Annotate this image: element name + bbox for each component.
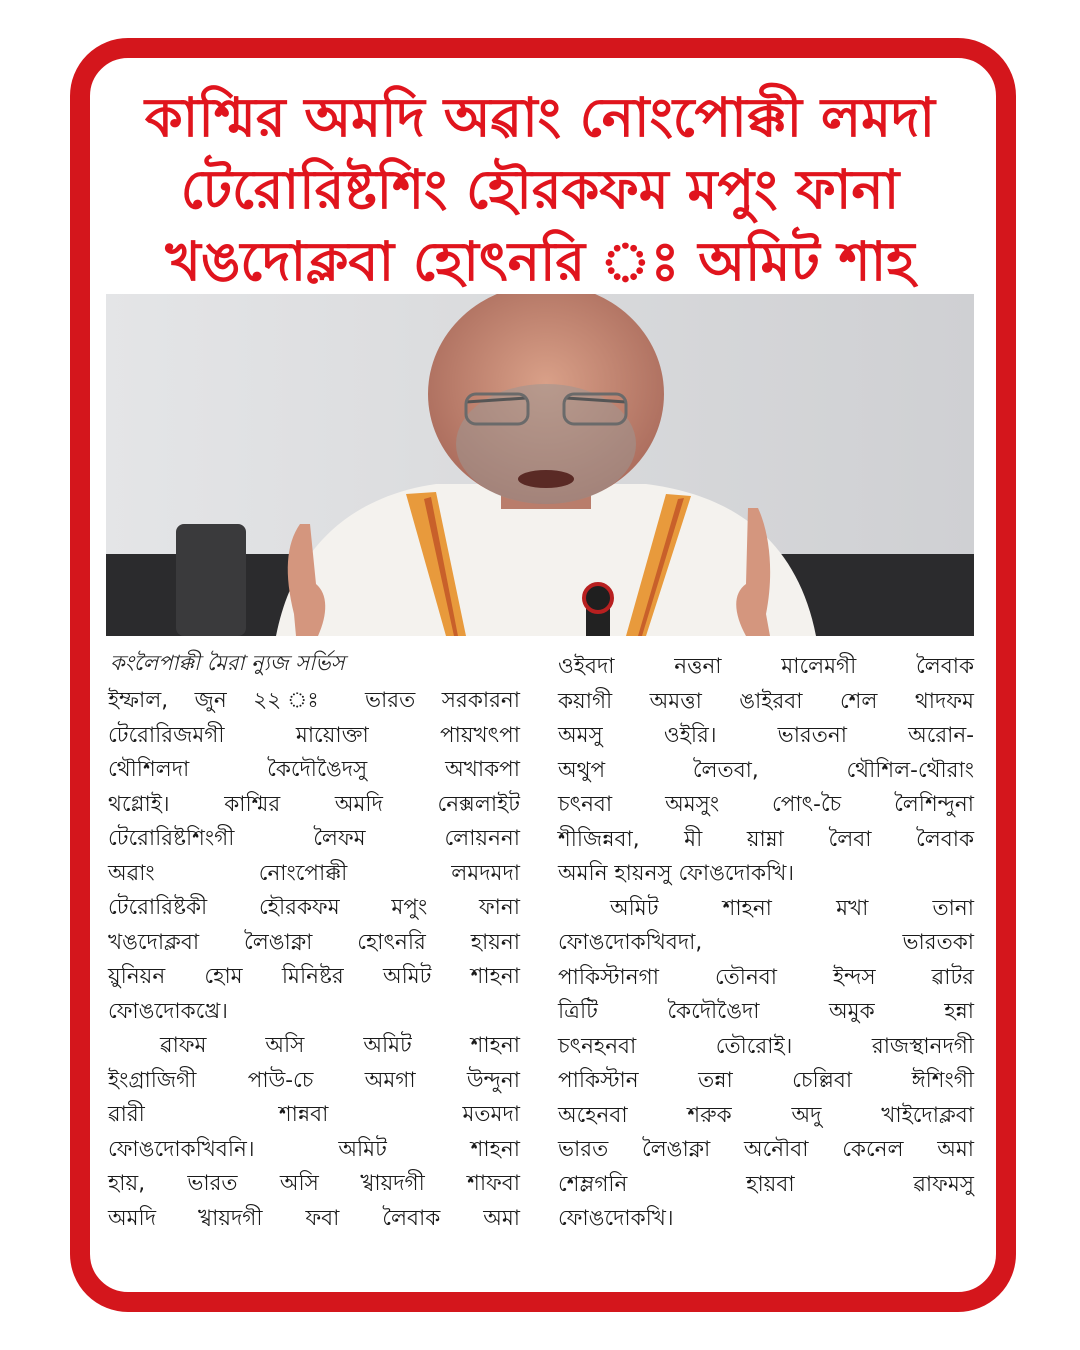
column-line: কয়াগী অমত্তা ঙাইরবা শেল থাদফম xyxy=(558,688,974,714)
byline: কংলৈপাক্কী মৈরা ন্যুজ সর্ভিস xyxy=(110,651,345,675)
column-line: ৱারী শান্নবা মতমদা xyxy=(108,1102,520,1127)
column-line: ইংগ্রাজিগী পাউ-চে অমগা উন্দুনা xyxy=(108,1067,520,1093)
column-line: ৱাফম অসি অমিট শাহনা xyxy=(160,1033,520,1058)
article-column-1 xyxy=(108,684,520,1236)
column-line: পাকিস্টানগা তৌনবা ইন্দস ৱাটর xyxy=(558,964,974,990)
column-line: অমিট শাহনা মখা তানা xyxy=(610,895,974,921)
column-line: অমদি খ্বায়দগী ফবা লৈবাক অমা xyxy=(108,1205,520,1231)
article-column-2 xyxy=(558,650,974,1237)
column-line: শীজিন্নবা, মী য়াম্না লৈবা লৈবাক xyxy=(558,826,974,852)
column-line: ভারত লৈঙাক্না অনৌবা কেনেল অমা xyxy=(558,1137,974,1162)
column-line: হায়, ভারত অসি খ্বায়দগী শাফবা xyxy=(108,1171,520,1196)
column-line: টেরোরিষ্টশিংগী লৈফম লোয়ননা xyxy=(108,826,520,851)
column-line: য়ুনিয়ন হোম মিনিষ্টর অমিট শাহনা xyxy=(108,964,520,989)
column-divider xyxy=(538,650,539,1290)
column-line: ত্রিটি কৈদৌঙৈদা অমুক হন্না xyxy=(558,999,974,1024)
headline-line-1: কাশ্মির অমদি অৱাং নোংপোক্কী লমদা xyxy=(144,86,936,149)
column-line: থৌশিলদা কৈদৌঙৈদসু অখাকপা xyxy=(108,757,520,782)
column-line: ফোঙদোকখি। xyxy=(558,1206,674,1231)
column-line: শেম্লগনি হায়বা ৱাফমসু xyxy=(558,1171,974,1197)
column-line: থগ্লোই। কাশ্মির অমদি নেক্সলাইট xyxy=(108,791,520,817)
column-line: ইম্ফাল, জুন ২২ ঃ ভারত সরকারনা xyxy=(108,688,520,713)
column-line: ফোঙদোকখিবনি। অমিট শাহনা xyxy=(108,1136,520,1162)
column-line: চৎনহনবা তৌরোই। রাজস্থানদগী xyxy=(558,1033,974,1059)
headline xyxy=(90,82,990,298)
news-photo xyxy=(106,294,974,636)
column-line: পাকিস্টান তন্না চেল্লিবা ঈশিংগী xyxy=(558,1068,974,1093)
column-line: ফোঙদোকখ্রে। xyxy=(108,998,228,1024)
column-line: টেরোরিজমগী মায়োক্তা পায়খৎপা xyxy=(108,722,520,748)
column-line: অমনি হায়নসু ফোঙদোকখি। xyxy=(558,861,795,886)
headline-line-3: খঙদোক্লবা হোৎনরি ঃ অমিট শাহ xyxy=(165,230,915,293)
column-line: চৎনবা অমসুং পোৎ-চৈ লৈশিন্দুনা xyxy=(558,792,974,817)
column-line: অহেনবা শরুক অদু খাইদোক্লবা xyxy=(558,1102,974,1128)
column-line: অৱাং নোংপোক্কী লমদমদা xyxy=(108,860,520,886)
portrait-photo-icon xyxy=(106,294,974,636)
column-line: ওইবদা নত্তনা মালেমগী লৈবাক xyxy=(558,654,974,679)
column-line: ফোঙদোকখিবদা, ভারতকা xyxy=(558,930,974,955)
column-line: টেরোরিষ্টকী হৌরকফম মপুং ফানা xyxy=(108,895,520,920)
column-line: অমসু ওইরি। ভারতনা অরোন- xyxy=(558,723,974,748)
column-line: খঙদোক্লবা লৈঙাক্না হোৎনরি হায়না xyxy=(108,929,520,955)
column-line: অথুপ লৈতবা, থৌশিল-থৌরাং xyxy=(558,757,974,783)
headline-line-2: টেরোরিষ্টশিং হৌরকফম মপুং ফানা xyxy=(180,158,900,221)
